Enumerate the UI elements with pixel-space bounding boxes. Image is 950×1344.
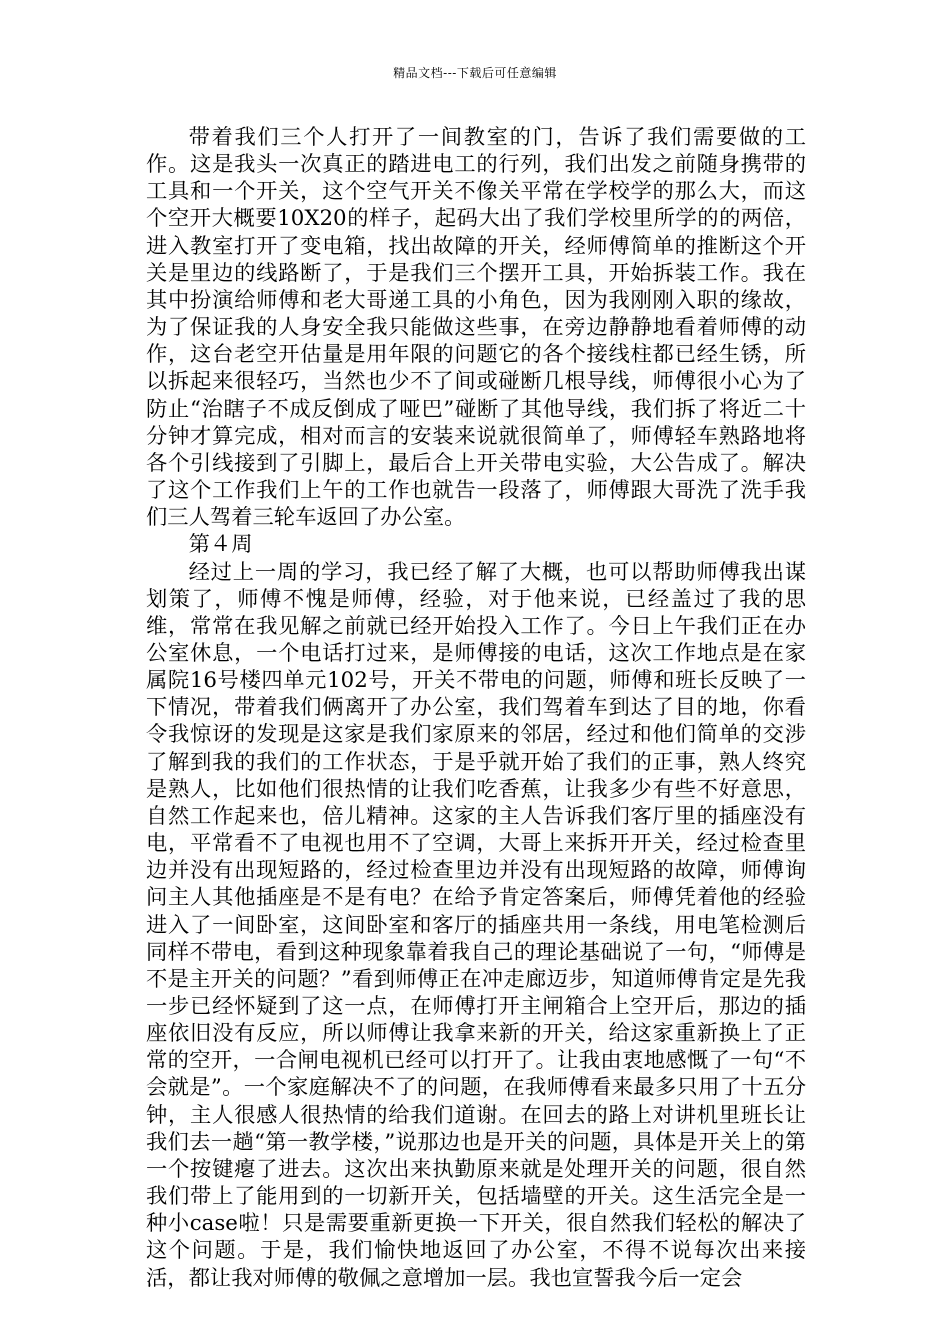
document-body — [146, 124, 806, 1292]
section-heading-week-4: 第４周 — [188, 532, 253, 558]
paragraph-intro: 带着我们三个人打开了一间教室的门，告诉了我们需要做的工作。这是我头一次真正的踏进电工的行列，我们出发之前随身携带的工具和一个开关，这个空气开关不像关平常在学校学的那么大，而这个空开大概要10X20的样子，起码大出了我们学校里所学的的两倍，进入教室打开了变电箱，找出故障的开关，经师傅简单的推断这个开关是里边的线路断了，于是我们三个摆开工具，开始拆装工作。我在其中扮演给师傅和老大哥递工具的小角色，因为我刚刚入职的缘故，为了保证我的人身安全我只能做这些事，在旁边静静地看着师傅的动作，这台老空开估量是用年限的问题它的各个接线柱都已经生锈，所以拆起来很轻巧，当然也少不了间或碰断几根导线，师傅很小心为了防止“治瞎子不成反倒成了哑巴”碰断了其他导线，我们拆了将近二十分钟才算完成，相对而言的安装来说就很简单了，师傅轻车熟路地将各个引线接到了引脚上，最后合上开关带电实验，大公告成了。解决了这个工作我们上午的工作也就告一段落了，师傅跟大哥洗了洗手我们三人驾着三轮车返回了办公室。 — [146, 125, 806, 531]
page-header: 精品文档---下载后可任意编辑 — [393, 66, 557, 80]
paragraph-week-4: 经过上一周的学习，我已经了解了大概，也可以帮助师傅我出谋划策了，师傅不愧是师傅，经验，对于他来说，已经盖过了我的思维，常常在我见解之前就已经开始投入工作了。今日上午我们正在办公室休息，一个电话打过来，是师傅接的电话，这次工作地点是在家属院16号楼四单元102号，开关不带电的问题，师傅和班长反映了一下情况，带着我们俩离开了办公室，我们驾着车到达了目的地，你看令我惊讶的发现是这家是我们家原来的邻居，经过和他们简单的交涉了解到我的我们的工作状态，于是乎就开始了我们的正事，熟人终究是熟人，比如他们很热情的让我们吃香蕉，让我多少有些不好意思，自然工作起来也，倍儿精神。这家的主人告诉我们客厅里的插座没有电，平常看不了电视也用不了空调，大哥上来拆开开关，经过检查里边并没有出现短路的，经过检查里边并没有出现短路的故障，师傅询问主人其他插座是不是有电？在给予肯定答案后，师傅凭着他的经验进入了一间卧室，这间卧室和客厅的插座共用一条线，用电笔检测后同样不带电，看到这种现象靠着我自己的理论基础说了一句，“师傅是不是主开关的问题？”看到师傅正在冲走廊迈步，知道师傅肯定是先我一步已经怀疑到了这一点，在师傅打开主闸箱合上空开后，那边的插座依旧没有反应，所以师傅让我拿来新的开关，给这家重新换上了正常的空开，一合闸电视机已经可以打开了。让我由衷地感慨了一句“不会就是”。一个家庭解决不了的问题，在我师傅看来最多只用了十五分钟，主人很感人很热情的给我们道谢。在回去的路上对讲机里班长让我们去一趟“第一教学楼，”说那边也是开关的问题，具体是开关上的第一个按键瘪了进去。这次出来执勤原来就是处理开关的问题，很自然我们带上了能用到的一切新开关，包括墙壁的开关。这生活完全是一种小case啦！只是需要重新更换一下开关，很自然我们轻松的解决了这个问题。于是，我们愉快地返回了办公室，不得不说每次出来接活，都让我对师傅的敬佩之意增加一层。我也宣誓我今后一定会 — [146, 559, 806, 1291]
